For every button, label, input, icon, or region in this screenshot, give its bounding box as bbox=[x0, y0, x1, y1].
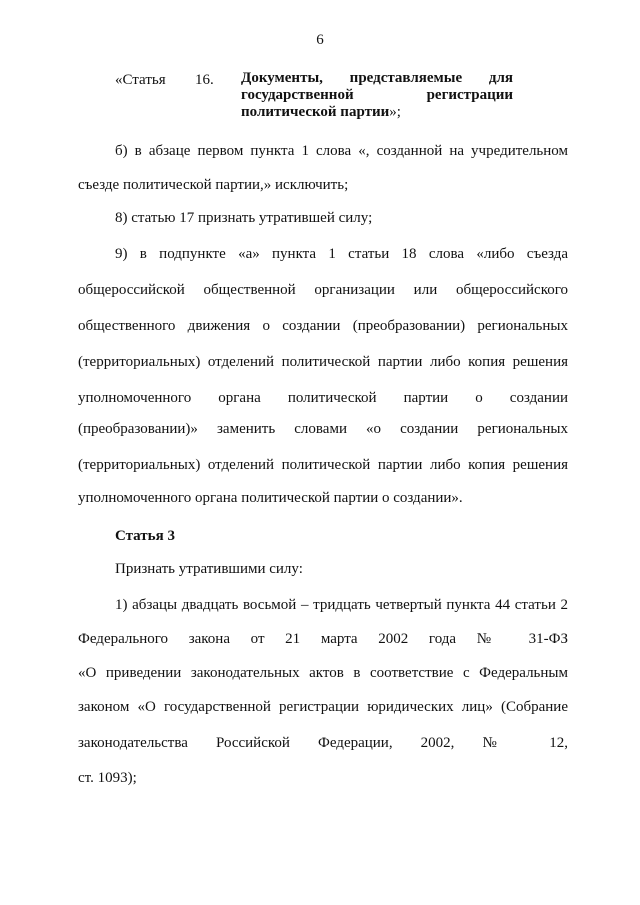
text-line: (территориальных) отделений политической партии либо копия решения bbox=[78, 457, 568, 473]
text-line: ст. 1093); bbox=[78, 770, 137, 786]
article-16-heading bbox=[115, 70, 568, 130]
text-line: (преобразовании)» заменить словами «о создании региональных bbox=[78, 421, 568, 437]
text-line: 8) статью 17 признать утратившей силу; bbox=[115, 210, 373, 226]
text-line: уполномоченного органа политической партии о создании bbox=[78, 390, 568, 406]
article-title-line: политической партии bbox=[241, 104, 390, 120]
article-prefix: «Статья bbox=[115, 72, 166, 88]
text-line: Федерального закона от 21 марта 2002 года № 31-ФЗ bbox=[78, 631, 568, 647]
article-title-line: Документы, представляемые для bbox=[241, 70, 513, 86]
text-line: (территориальных) отделений политической партии либо копия решения bbox=[78, 354, 568, 370]
text-line: «О приведении законодательных актов в соответствие с Федеральным bbox=[78, 665, 568, 681]
text-line: законодательства Российской Федерации, 2002, № 12, bbox=[78, 735, 568, 751]
article-number: 16. bbox=[195, 72, 214, 88]
text-line: Признать утратившими силу: bbox=[115, 561, 303, 577]
article-title bbox=[241, 70, 513, 121]
text-line: 9) в подпункте «а» пункта 1 статьи 18 слова «либо съезда bbox=[115, 246, 568, 262]
text-line: законом «О государственной регистрации юридических лиц» (Собрание bbox=[78, 699, 568, 715]
article-3-heading: Статья 3 bbox=[115, 528, 175, 544]
text-line: общественного движения о создании (преобразовании) региональных bbox=[78, 318, 568, 334]
text-line: съезде политической партии,» исключить; bbox=[78, 177, 349, 193]
article-title-line: государственной регистрации bbox=[241, 87, 513, 103]
page-number: 6 bbox=[316, 32, 324, 48]
text-line: уполномоченного органа политической партии о создании». bbox=[78, 490, 463, 506]
text-line: 1) абзацы двадцать восьмой – тридцать четвертый пункта 44 статьи 2 bbox=[115, 597, 568, 613]
article-title-tail: »; bbox=[389, 104, 401, 120]
text-line: общероссийской общественной организации или общероссийского bbox=[78, 282, 568, 298]
text-line: б) в абзаце первом пункта 1 слова «, созданной на учредительном bbox=[115, 143, 568, 159]
